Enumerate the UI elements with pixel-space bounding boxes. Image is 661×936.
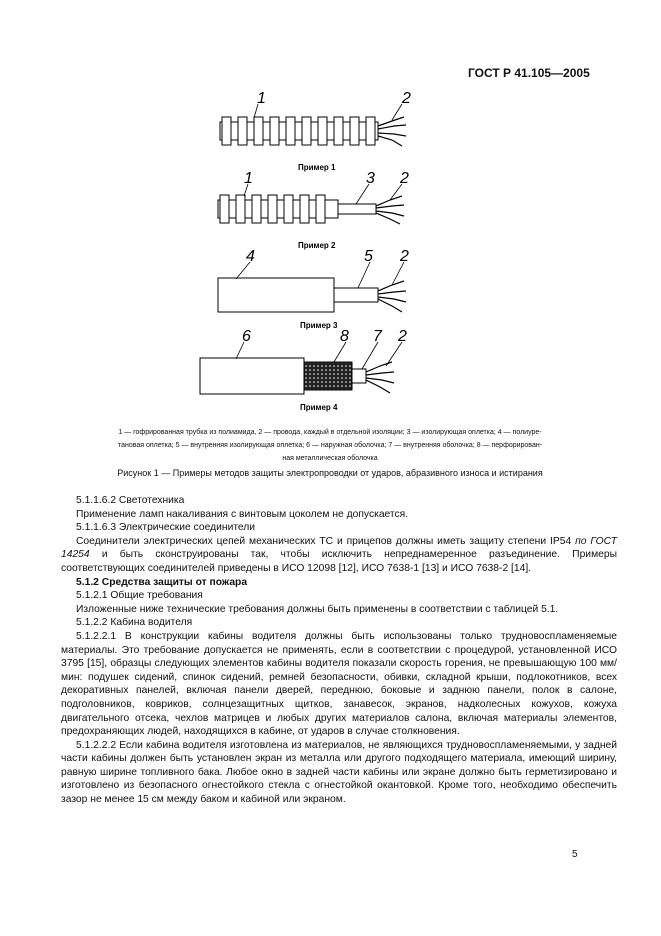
example-3-title: Пример 3 [300,321,338,330]
figure-caption: Рисунок 1 — Примеры методов защиты электропроводки от ударов, абразивного износа и истирания [117,468,543,478]
figure-1 [180,88,440,418]
paragraph: Применение ламп накаливания с винтовым цоколем не допускается. [76,508,409,520]
example-2-drawing [218,184,404,224]
legend-line: тановая оплетка; 5 — внутренняя изолирующая оплетка; 6 — наружная оболочка; 7 — внутренняя оболочка; 8 — перфорирован- [117,442,543,449]
example-4-drawing [200,342,402,394]
example-1-title: Пример 1 [298,163,336,172]
paragraph: 5.1.2.2.1 В конструкции кабины водителя должны быть использованы только трудновоспламеняемые материалы. Это требование допускается не применять, если в соответствии с процедурой, установленной ИСО 3795 [15], образцы следующих элементов кабины водителя показали скорость горения, не превышающую 100 мм/мин: подушек сидений, спинок сидений, ремней безопасности, обивки, складной крыши, подлокотников, всех декоративных панелей, включая панели дверей, переднюю, боковые и заднюю панели, полок в салоне, подголовников, ковриков, солнцезащитных щитков, занавесок, экранов, надколесных кожухов, кожуха двигательного отсека, чехлов матрицев и любых других материалов салона, включая материалы элементов, предохраняющих людей, находящихся в кабине, от ударов в случае столкновения. [61,630,617,738]
ex2-label-2: 2 [400,170,409,187]
ex1-label-1: 1 [257,90,266,107]
page-number: 5 [572,849,578,860]
section-heading: 5.1.2 Средства защиты от пожара [76,576,248,588]
ex4-label-2: 2 [398,328,407,345]
example-1-drawing [220,104,406,146]
paragraph: 5.1.2.2.2 Если кабина водителя изготовлена из материалов, не являющихся трудновоспламеняемыми, у задней части кабины должен быть установлен экран из металла или другого подходящего материала, имеющий ширину, равную ширине топливного бака. Любое окно в задней части кабины или экране должно быть герметизировано и изготовлено из безопасного огнестойкого стекла с огнестойкой окантовкой. Кроме того, необходимо обеспечить зазор не менее 15 см между баком и кабиной или экраном. [61,739,617,806]
ex2-label-1: 1 [244,170,253,187]
example-4-title: Пример 4 [300,403,338,412]
ex4-label-8: 8 [340,328,349,345]
ex3-label-4: 4 [246,248,255,265]
ex4-label-6: 6 [242,328,251,345]
paragraph-part: Соединители электрических цепей механических ТС и прицепов должны иметь защиту степени IP54 [76,535,576,547]
paragraph [61,535,617,576]
standard-reference: по ГОСТ 14254 [61,535,618,561]
ex2-label-3: 3 [366,170,375,187]
section-heading: 5.1.2.1 Общие требования [76,590,203,602]
document-header: ГОСТ Р 41.105—2005 [468,66,590,80]
example-2-title: Пример 2 [298,241,336,250]
ex1-label-2: 2 [402,90,411,107]
body-text [61,494,617,807]
ex3-label-5: 5 [364,248,373,265]
paragraph-part: и быть сконструированы так, чтобы исключить непреднамеренное разъединение. Примеры соответствующих соединителей приведены в ИСО 12098 [12], ИСО 7638-1 [13] и ИСО 7638-2 [14]. [61,549,617,574]
legend-line: 1 — гофрированная трубка из полиамида, 2 — провода, каждый в отдельной изоляции; 3 — изолирующая оплетка; 4 — полиуре- [118,429,542,436]
paragraph: Изложенные ниже технические требования должны быть применены в соответствии с таблицей 5.1. [76,603,559,615]
legend-line: ная металлическая оболочка [282,455,378,462]
example-3-drawing [218,262,406,312]
section-heading: 5.1.1.6.2 Светотехника [76,495,185,506]
section-heading: 5.1.1.6.3 Электрические соединители [76,522,256,534]
ex4-label-7: 7 [373,328,382,345]
section-heading: 5.1.2.2 Кабина водителя [76,617,193,629]
figure-legend [44,426,616,465]
ex3-label-2: 2 [400,248,409,265]
